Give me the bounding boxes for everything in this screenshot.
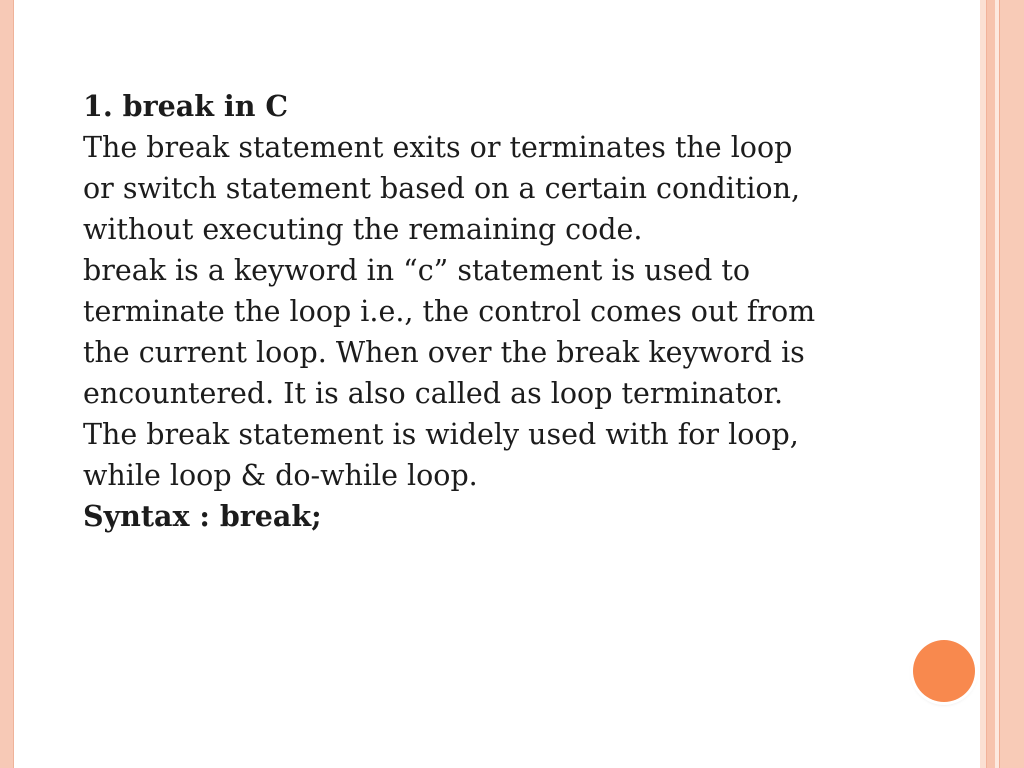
body-line: terminate the loop i.e., the control comes out from — [83, 295, 816, 328]
body-line: or switch statement based on a certain condition, — [83, 172, 801, 205]
right-border-stripe-4 — [999, 0, 1024, 768]
syntax-line: Syntax : break; — [83, 499, 322, 533]
body-line: the current loop. When over the break keyword is — [83, 336, 805, 369]
body-line: break is a keyword in “c” statement is used to — [83, 254, 751, 287]
body-line: encountered. It is also called as loop terminator. — [83, 377, 784, 410]
decorative-circle — [913, 640, 975, 702]
body-line: The break statement is widely used with for loop, — [83, 418, 799, 451]
left-border-stripe — [0, 0, 14, 768]
body-line: while loop & do-while loop. — [83, 459, 478, 492]
body-line: without executing the remaining code. — [83, 213, 643, 246]
body-line: The break statement exits or terminates the loop — [83, 131, 793, 164]
slide-heading: 1. break in C — [83, 89, 289, 123]
slide-body — [83, 86, 913, 537]
